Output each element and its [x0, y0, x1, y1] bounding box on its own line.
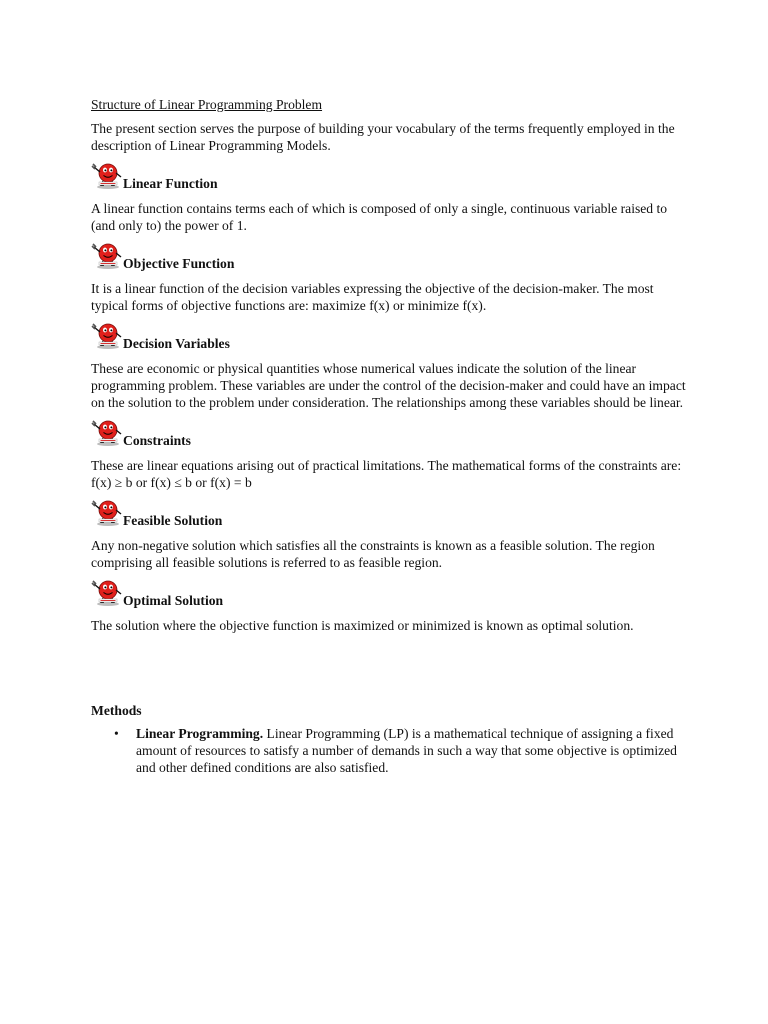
- term-block: [91, 415, 691, 491]
- term-name: Decision Variables: [123, 336, 230, 351]
- methods-list: [91, 725, 691, 776]
- term-definition: Any non-negative solution which satisfies all the constraints is known as a feasible solution. The region comprising all feasible solutions is referred to as feasible region.: [91, 538, 655, 570]
- constraint-formula: f(x) ≥ b or f(x) ≤ b or f(x) = b: [91, 475, 252, 490]
- term-heading: [91, 158, 691, 192]
- term-name: Objective Function: [123, 256, 235, 271]
- term-definition: A linear function contains terms each of which is composed of only a single, continuous variable raised to (and only to) the power of 1.: [91, 201, 668, 233]
- term-name: Optimal Solution: [123, 593, 224, 608]
- term-name: Constraints: [123, 433, 191, 448]
- method-description: Linear Programming (LP) is a mathematical technique of assigning a fixed amount of resources to satisfy a number of demands in such a way that some objective is optimized and other defined conditions are also satisfied.: [136, 726, 677, 775]
- intro-paragraph: The present section serves the purpose of building your vocabulary of the terms frequently employed in the description of Linear Programming Models.: [91, 121, 675, 153]
- term-definition: These are linear equations arising out of practical limitations. The mathematical forms of the constraints are:: [91, 458, 682, 473]
- term-block: [91, 238, 691, 314]
- term-block: [91, 318, 691, 411]
- bullet-icon: •: [114, 726, 119, 741]
- term-name: Linear Function: [123, 176, 218, 191]
- term-heading: [91, 238, 691, 272]
- term-name: Feasible Solution: [123, 513, 223, 528]
- term-block: [91, 495, 691, 571]
- term-heading: [91, 495, 691, 529]
- term-definition: The solution where the objective function is maximized or minimized is known as optimal solution.: [91, 618, 634, 633]
- terms-list: [91, 158, 691, 634]
- methods-heading: Methods: [91, 703, 142, 718]
- term-heading: [91, 415, 691, 449]
- term-block: [91, 575, 691, 634]
- term-block: [91, 158, 691, 234]
- method-name: Linear Programming.: [136, 726, 264, 741]
- term-definition: It is a linear function of the decision variables expressing the objective of the decision-maker. The most typical forms of objective functions are: maximize f(x) or minimize f(x).: [91, 281, 654, 313]
- term-definition: These are economic or physical quantities whose numerical values indicate the solution of the linear programming problem. These variables are under the control of the decision-maker and could have an impact on the solution to the problem under consideration. The relationships among these variables should be linear.: [91, 361, 686, 410]
- list-item: [114, 725, 691, 776]
- term-heading: [91, 575, 691, 609]
- document-page: [91, 96, 691, 776]
- term-heading: [91, 318, 691, 352]
- document-title: Structure of Linear Programming Problem: [91, 97, 323, 112]
